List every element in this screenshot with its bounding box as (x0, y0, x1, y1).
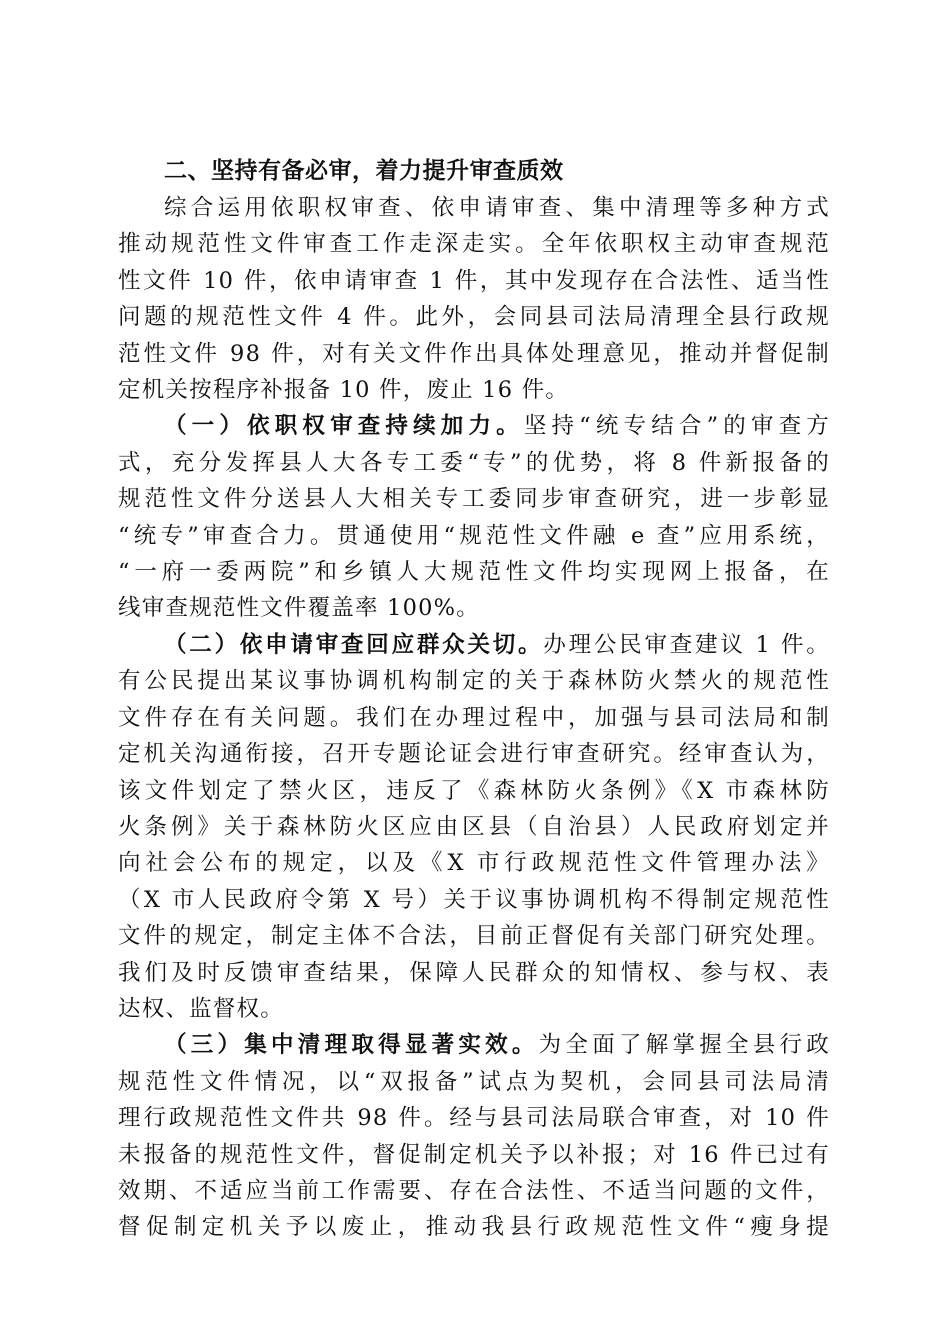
subsection-2-paragraph (118, 627, 830, 1027)
text-line: 式，充分发挥县人大各专工委“专”的优势，将 8 件新报备的 (118, 449, 830, 476)
text-line (118, 1027, 830, 1063)
text-run: 为全面了解掌握全县行政 (538, 1032, 830, 1059)
text-line: 规范性文件情况，以“双报备”试点为契机，会同县司法局清 (118, 1068, 830, 1095)
text-line: 问题的规范性文件 4 件。此外，会同县司法局清理全县行政规 (118, 304, 830, 331)
document-body (118, 153, 830, 1246)
section-heading: 二、坚持有备必审，着力提升审查质效 (164, 158, 564, 184)
text-line: 文件的规定，制定主体不合法，目前正督促有关部门研究处理。 (118, 923, 830, 950)
text-line: 规范性文件分送县人大相关专工委同步审查研究，进一步彰显 (118, 486, 830, 513)
text-line: 综合运用依职权审查、依申请审查、集中清理等多种方式 (164, 195, 830, 221)
text-line: “统专”审查合力。贯通使用“规范性文件融 e 查”应用系统， (118, 522, 830, 549)
text-line: 线审查规范性文件覆盖率 100%。 (118, 595, 480, 622)
text-line: 性文件 10 件，依申请审查 1 件，其中发现存在合法性、适当性 (118, 267, 830, 294)
subsection-1-paragraph (118, 408, 830, 626)
text-line: 文件存在有关问题。我们在办理过程中，加强与县司法局和制 (118, 704, 830, 731)
text-line: 效期、不适应当前工作需要、存在合法性、不适当问题的文件， (118, 1177, 830, 1204)
text-line: 火条例》关于森林防火区应由区县（自治县）人民政府划定并 (118, 813, 830, 840)
text-line: 该文件划定了禁火区，违反了《森林防火条例》《X 市森林防 (118, 777, 830, 804)
text-line: 范性文件 98 件，对有关文件作出具体处理意见，推动并督促制 (118, 340, 830, 367)
text-line: 未报备的规范性文件，督促制定机关予以补报；对 16 件已过有 (118, 1141, 830, 1168)
text-line: 我们及时反馈审查结果，保障人民群众的知情权、参与权、表 (118, 959, 830, 986)
text-line: 推动规范性文件审查工作走深走实。全年依职权主动审查规范 (118, 231, 830, 258)
subsection-2-title: （二）依申请审查回应群众关切。 (164, 631, 544, 658)
text-line: 督促制定机关予以废止，推动我县行政规范性文件“瘦身提 (118, 1214, 830, 1241)
text-line: 达权、监督权。 (118, 995, 284, 1022)
text-line: （X 市人民政府令第 X 号）关于议事协调机构不得制定规范性 (118, 886, 830, 913)
text-run: 坚持“统专结合”的审查方 (523, 413, 830, 440)
subsection-3-title: （三）集中清理取得显著实效。 (164, 1032, 539, 1059)
text-line: “一府一委两院”和乡镇人大规范性文件均实现网上报备，在 (118, 559, 830, 586)
text-line: 理行政规范性文件共 98 件。经与县司法局联合审查，对 10 件 (118, 1105, 830, 1132)
subsection-3-paragraph (118, 1027, 830, 1245)
text-line: 向社会公布的规定，以及《X 市行政规范性文件管理办法》 (118, 850, 830, 877)
text-line (118, 408, 830, 444)
text-line: 定机关沟通衔接，召开专题论证会进行审查研究。经审查认为， (118, 741, 830, 768)
text-run: 办理公民审查建议 1 件。 (543, 631, 830, 658)
text-line: 定机关按程序补报备 10 件，废止 16 件。 (118, 377, 569, 404)
text-line: 有公民提出某议事协调机构制定的关于森林防火禁火的规范性 (118, 668, 830, 695)
subsection-1-title: （一）依职权审查持续加力。 (164, 413, 524, 440)
intro-paragraph (118, 190, 830, 408)
text-line (118, 627, 830, 663)
